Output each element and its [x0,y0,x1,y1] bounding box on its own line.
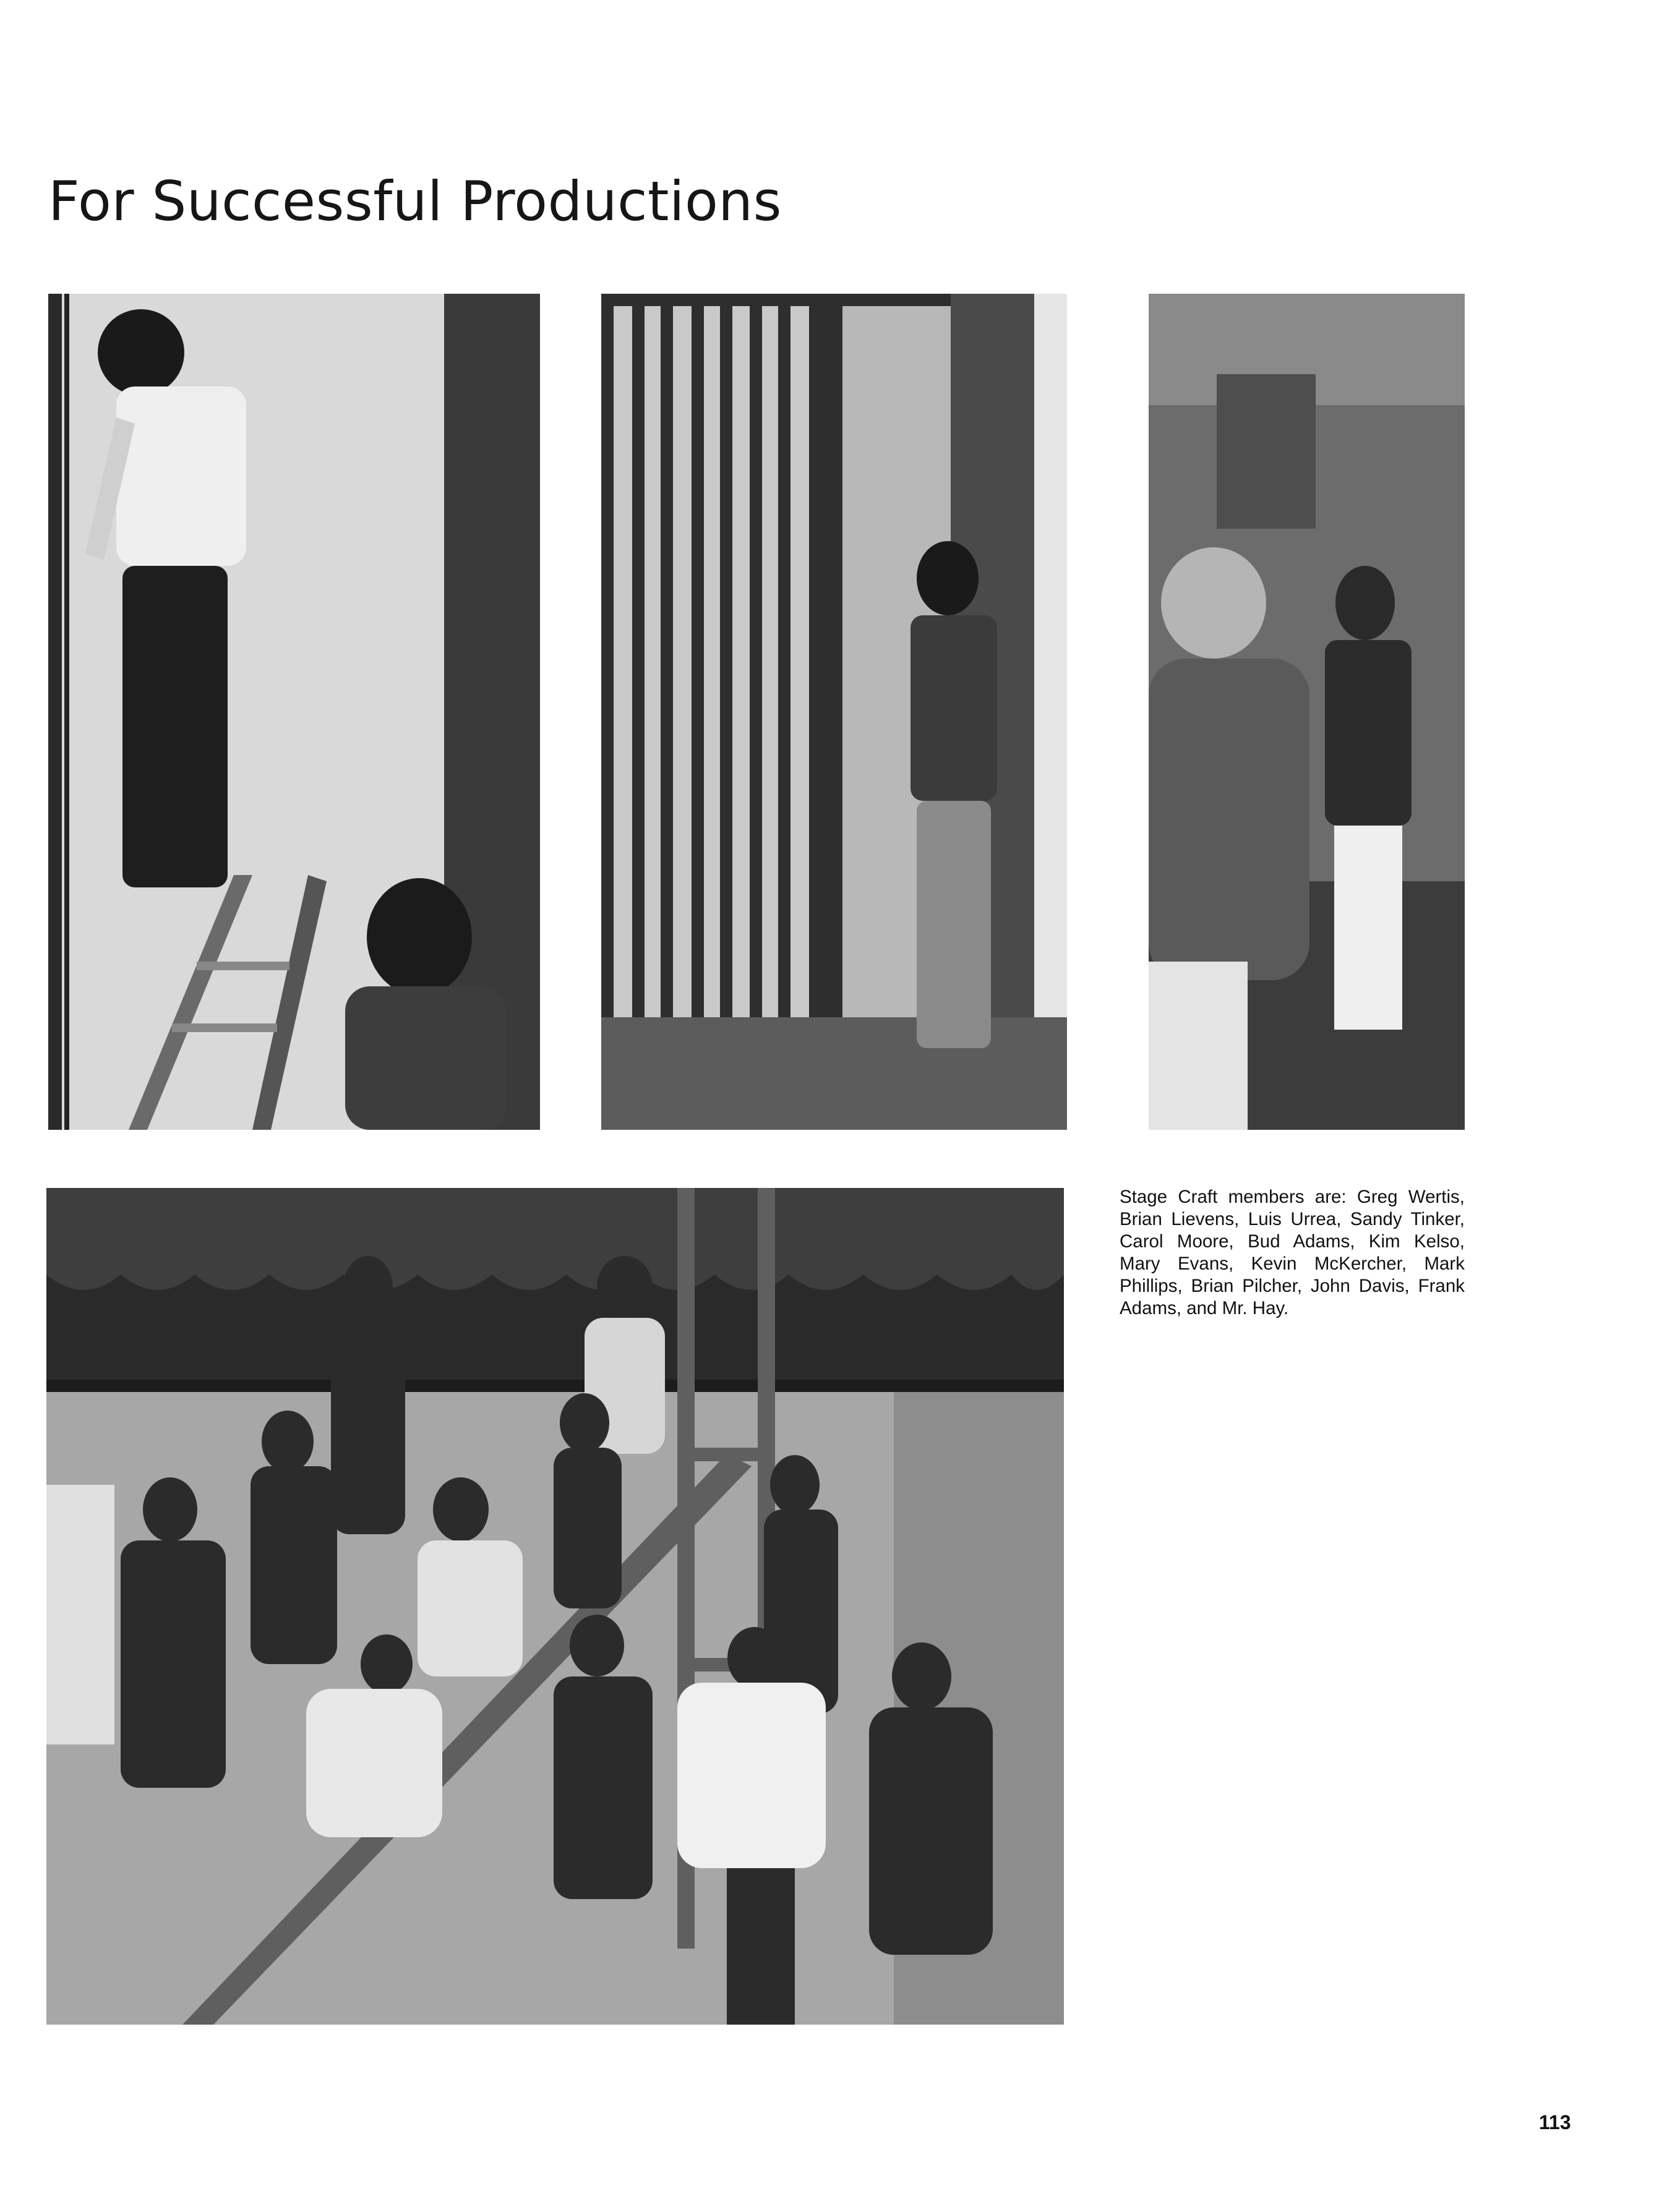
photo-backstage-pair [1149,294,1465,1130]
photo-caption: Stage Craft members are: Greg Wertis, Brian Lievens, Luis Urrea, Sandy Tinker, Carol Moore, Bud Adams, Kim Kelso, Mary Evans, Kevin McKercher, Mark Phillips, Brian Pilcher, John Davis, Frank Adams, and Mr. Hay. [1120,1187,1465,1318]
photo-curtain-stage [601,294,1067,1130]
photo-group-portrait [46,1188,1064,2025]
photo-curtain-stage-image [601,294,1067,1130]
photo-group-portrait-image [46,1188,1064,2025]
photo-ladder-painting-image [48,294,540,1130]
photo-ladder-painting [48,294,540,1130]
page-headline: For Successful Productions [48,169,782,233]
page-number: 113 [1539,2111,1571,2133]
photo-backstage-pair-image [1149,294,1465,1130]
